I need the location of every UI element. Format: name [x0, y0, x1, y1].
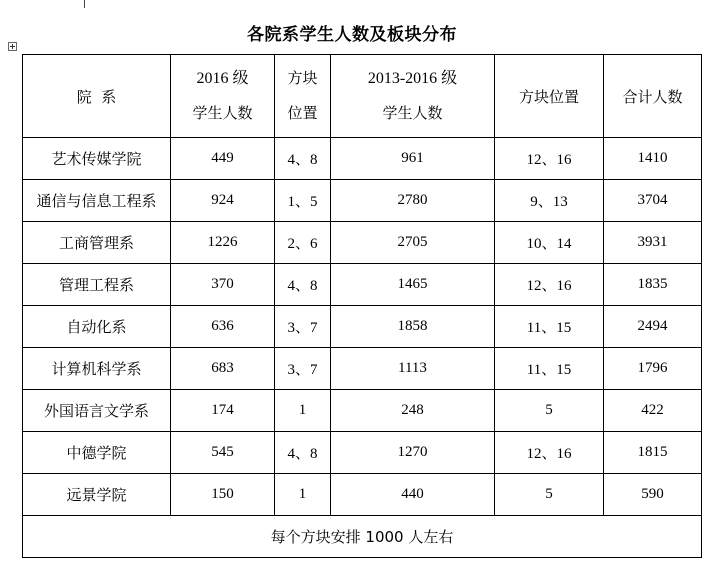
- cell-dept: 计算机科学系: [23, 348, 171, 390]
- table-row: [23, 222, 702, 264]
- table-row: [23, 390, 702, 432]
- cell-students-2013-2016: 1270: [331, 432, 495, 474]
- cell-total: 3931: [604, 222, 702, 264]
- cell-block: 4、8: [275, 138, 331, 180]
- table-row: [23, 306, 702, 348]
- table-row: [23, 348, 702, 390]
- cell-dept: 工商管理系: [23, 222, 171, 264]
- cell-students-2013-2016: 248: [331, 390, 495, 432]
- cell-total: 2494: [604, 306, 702, 348]
- cell-students-2013-2016: 1465: [331, 264, 495, 306]
- cell-block-position: 12、16: [495, 264, 604, 306]
- cell-students-2016: 449: [171, 138, 275, 180]
- cell-dept: 管理工程系: [23, 264, 171, 306]
- cell-block: 1: [275, 474, 331, 516]
- table-row: [23, 474, 702, 516]
- table-row: [23, 264, 702, 306]
- cell-total: 422: [604, 390, 702, 432]
- text-cursor-mark: [84, 0, 85, 8]
- cell-total: 1410: [604, 138, 702, 180]
- cell-total: 1796: [604, 348, 702, 390]
- cell-students-2016: 636: [171, 306, 275, 348]
- cell-students-2013-2016: 1113: [331, 348, 495, 390]
- cell-students-2016: 545: [171, 432, 275, 474]
- cell-students-2013-2016: 2705: [331, 222, 495, 264]
- table-row: [23, 432, 702, 474]
- cell-block: 1: [275, 390, 331, 432]
- cell-block: 2、6: [275, 222, 331, 264]
- table-footer-row: [23, 516, 702, 558]
- cell-block: 4、8: [275, 432, 331, 474]
- cell-total: 590: [604, 474, 702, 516]
- cell-block-position: 12、16: [495, 432, 604, 474]
- document-title: 各院系学生人数及板块分布: [247, 25, 457, 45]
- cell-students-2013-2016: 1858: [331, 306, 495, 348]
- cell-block: 3、7: [275, 348, 331, 390]
- cell-students-2016: 174: [171, 390, 275, 432]
- cell-block-position: 5: [495, 390, 604, 432]
- cell-students-2016: 1226: [171, 222, 275, 264]
- table-row: [23, 138, 702, 180]
- table-footer-note: 每个方块安排 1000 人左右: [23, 516, 702, 558]
- cell-dept: 自动化系: [23, 306, 171, 348]
- cell-students-2013-2016: 961: [331, 138, 495, 180]
- cell-students-2016: 924: [171, 180, 275, 222]
- header-dept: 院 系: [23, 55, 171, 138]
- cell-block-position: 11、15: [495, 348, 604, 390]
- cell-dept: 通信与信息工程系: [23, 180, 171, 222]
- cell-students-2016: 683: [171, 348, 275, 390]
- header-block: 方块 位置: [275, 55, 331, 138]
- cell-block-position: 10、14: [495, 222, 604, 264]
- cell-dept: 外国语言文学系: [23, 390, 171, 432]
- cell-block-position: 12、16: [495, 138, 604, 180]
- table-header-row: [23, 55, 702, 138]
- cell-dept: 远景学院: [23, 474, 171, 516]
- cell-dept: 中德学院: [23, 432, 171, 474]
- cell-students-2016: 370: [171, 264, 275, 306]
- header-block-position: 方块位置: [495, 55, 604, 138]
- header-students-2016: 2016 级 学生人数: [171, 55, 275, 138]
- cell-total: 1835: [604, 264, 702, 306]
- cell-block-position: 9、13: [495, 180, 604, 222]
- cell-block: 1、5: [275, 180, 331, 222]
- cell-block: 3、7: [275, 306, 331, 348]
- department-table: [22, 54, 702, 558]
- cell-block: 4、8: [275, 264, 331, 306]
- table-row: [23, 180, 702, 222]
- table-move-handle-icon[interactable]: [8, 42, 17, 51]
- header-students-2013-2016: 2013-2016 级 学生人数: [331, 55, 495, 138]
- cell-students-2016: 150: [171, 474, 275, 516]
- cell-block-position: 11、15: [495, 306, 604, 348]
- cell-total: 3704: [604, 180, 702, 222]
- cell-total: 1815: [604, 432, 702, 474]
- cell-dept: 艺术传媒学院: [23, 138, 171, 180]
- header-total: 合计人数: [604, 55, 702, 138]
- cell-block-position: 5: [495, 474, 604, 516]
- cell-students-2013-2016: 2780: [331, 180, 495, 222]
- cell-students-2013-2016: 440: [331, 474, 495, 516]
